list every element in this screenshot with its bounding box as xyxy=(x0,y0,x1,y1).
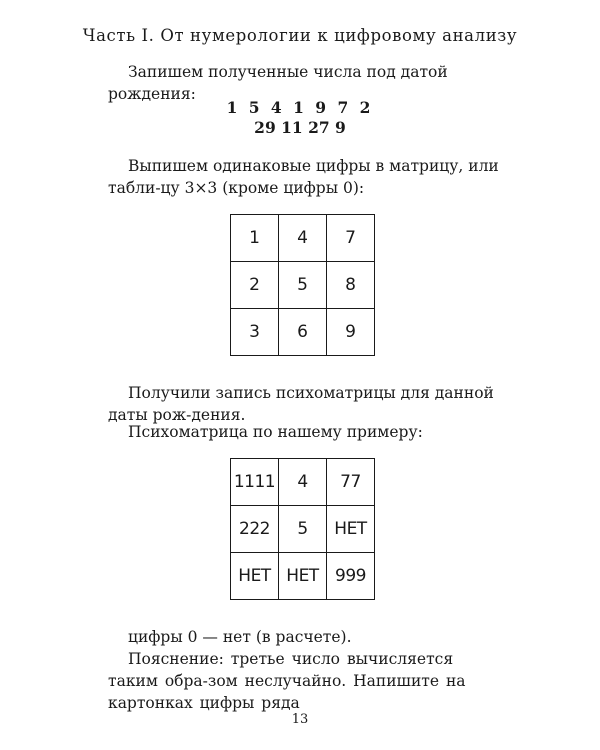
paragraph-intro: Запишем полученные числа под датой рождения: xyxy=(108,63,448,103)
matrix-cell: НЕТ xyxy=(279,553,327,600)
table-row xyxy=(231,506,375,553)
matrix-cell: 4 xyxy=(279,215,327,262)
matrix-cell: 5 xyxy=(279,506,327,553)
paragraph-zero-note: цифры 0 — нет (в расчете). xyxy=(128,628,352,646)
table-row xyxy=(231,215,375,262)
matrix-cell: 3 xyxy=(231,309,279,356)
matrix-cell: НЕТ xyxy=(327,506,375,553)
matrix-cell: 999 xyxy=(327,553,375,600)
matrix-cell: 1111 xyxy=(231,459,279,506)
birth-numbers xyxy=(0,98,600,138)
paragraph-matrix-instruction: Выпишем одинаковые цифры в матрицу, или табли-цу 3×3 (кроме цифры 0): xyxy=(108,157,499,197)
matrix-template-table xyxy=(230,214,375,356)
matrix-cell: 9 xyxy=(327,309,375,356)
matrix-cell: 7 xyxy=(327,215,375,262)
matrix-cell: 6 xyxy=(279,309,327,356)
table-row xyxy=(231,553,375,600)
matrix-cell: 1 xyxy=(231,215,279,262)
paragraph-explanation: Пояснение: третье число вычисляется таким обра-зом неслучайно. Напишите на картонках цифры ряда xyxy=(108,650,466,712)
matrix-cell: 77 xyxy=(327,459,375,506)
matrix-cell: 8 xyxy=(327,262,375,309)
table-row xyxy=(231,262,375,309)
table-row xyxy=(231,459,375,506)
paragraph-psychomatrix-result: Получили запись психоматрицы для данной даты рож-дения. xyxy=(108,384,494,424)
matrix-example-table xyxy=(230,458,375,600)
table-row xyxy=(231,309,375,356)
matrix-cell: 2 xyxy=(231,262,279,309)
running-header: Часть I. От нумерологии к цифровому анализу xyxy=(82,26,518,45)
page-number: 13 xyxy=(291,712,309,727)
matrix-cell: НЕТ xyxy=(231,553,279,600)
numbers-row-2: 29 11 27 9 xyxy=(254,118,346,137)
matrix-cell: 222 xyxy=(231,506,279,553)
paragraph-example-label: Психоматрица по нашему примеру: xyxy=(128,423,423,441)
matrix-cell: 5 xyxy=(279,262,327,309)
matrix-cell: 4 xyxy=(279,459,327,506)
numbers-row-1: 1 5 4 1 9 7 2 xyxy=(226,98,374,117)
